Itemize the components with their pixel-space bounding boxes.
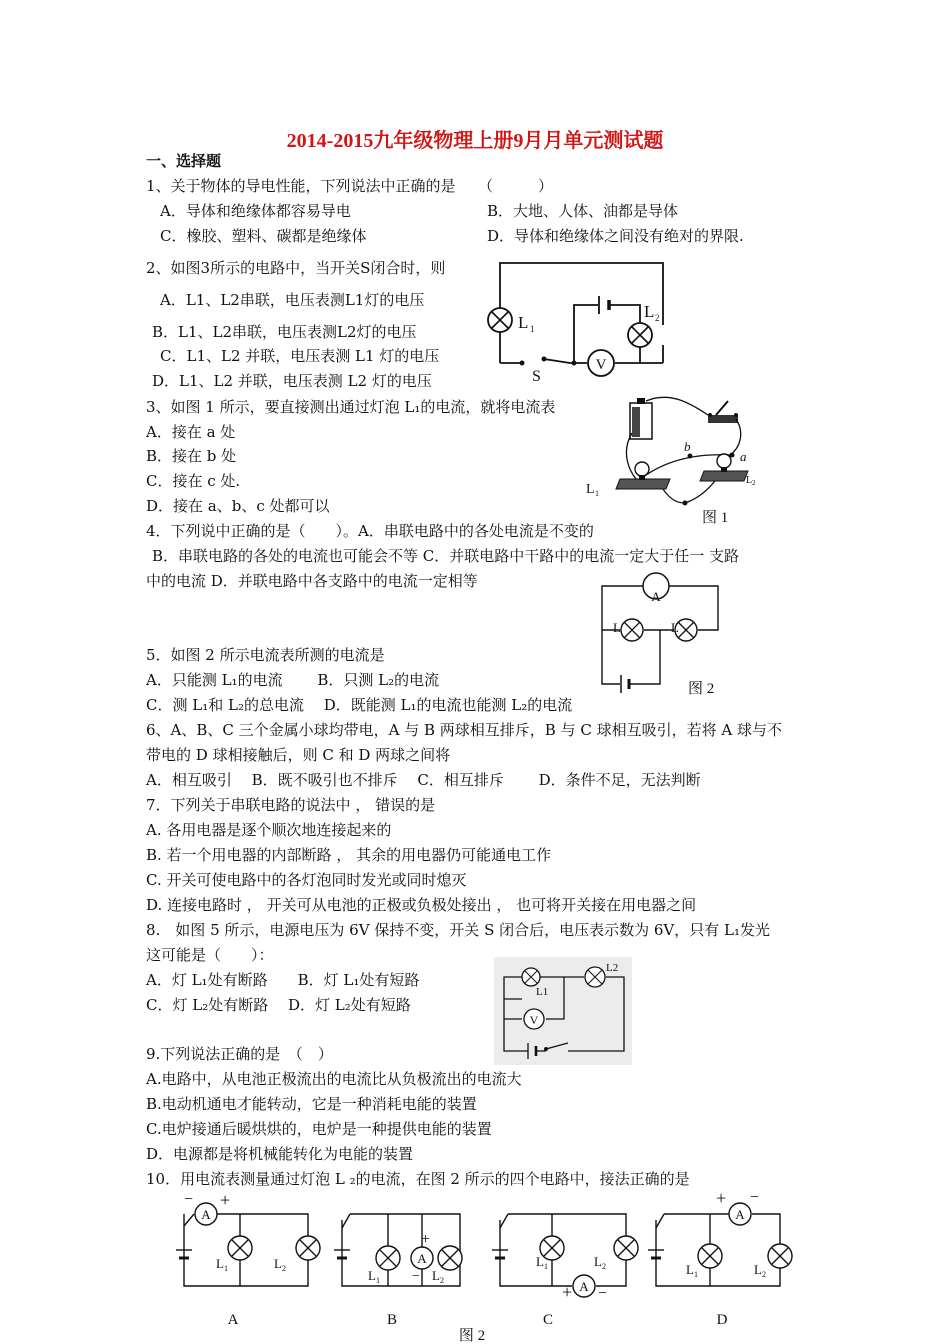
q6-options: A．相互吸引 B．既不吸引也不排斥 C．相互排斥 D．条件不足，无法判断	[146, 771, 701, 789]
q10-d-lamp-l1-icon	[698, 1244, 722, 1268]
q3-battery-icon	[630, 398, 652, 439]
svg-text:−: −	[750, 1189, 760, 1206]
q10-stem: 10．用电流表测量通过灯泡 L ₂的电流，在图 2 所示的四个电路中，接法正确的是	[146, 1170, 690, 1188]
q7-option-c: C. 开关可使电路中的各灯泡同时发光或同时熄灭	[146, 871, 467, 889]
svg-text:V: V	[595, 357, 607, 373]
svg-text:L: L	[536, 1254, 544, 1269]
svg-text:b: b	[684, 439, 691, 454]
q5-option-ab: A．只能测 L₁的电流 B．只测 L₂的电流	[146, 671, 440, 689]
svg-text:1: 1	[530, 324, 535, 334]
svg-text:A: A	[201, 1207, 211, 1222]
svg-text:+: +	[562, 1282, 573, 1302]
svg-text:S: S	[532, 368, 541, 385]
svg-text:1: 1	[376, 1276, 380, 1285]
q2-switch-icon	[520, 361, 525, 366]
q8-lamp-l1-icon	[522, 968, 540, 986]
svg-text:2: 2	[282, 1264, 286, 1273]
svg-text:1: 1	[595, 489, 599, 498]
q9-option-d: D．电源都是将机械能转化为电能的装置	[146, 1145, 414, 1163]
q4-line-3: 中的电流 D．并联电路中各支路中的电流一定相等	[146, 572, 478, 590]
q2-option-c: C．L1、L2 并联，电压表测 L1 灯的电压	[160, 347, 440, 365]
q10-c-lamp-l2-icon	[614, 1236, 638, 1260]
svg-text:L: L	[644, 302, 655, 321]
q5-battery-icon	[621, 675, 629, 693]
svg-text:+: +	[716, 1188, 727, 1208]
page-title: 2014-2015九年级物理上册9月月单元测试题	[286, 130, 664, 152]
q1-option-d: D．导体和绝缘体之间没有绝对的界限.	[487, 227, 744, 245]
q10-d-lamp-l2-icon	[768, 1244, 792, 1268]
svg-text:L: L	[368, 1268, 376, 1283]
q5-ammeter-icon	[643, 573, 669, 604]
svg-text:L: L	[686, 1262, 694, 1277]
q10-label-b: B	[386, 1312, 398, 1328]
q10-a-lamp-l2-icon	[296, 1236, 320, 1260]
q9-option-b: B.电动机通电才能转动，它是一种消耗电能的装置	[146, 1095, 477, 1113]
q7-stem: 7．下列关于串联电路的说法中 ， 错误的是	[146, 796, 436, 814]
q5-circuit-figure	[590, 572, 730, 702]
svg-text:L: L	[274, 1256, 282, 1271]
svg-text:L: L	[586, 482, 595, 497]
q8-option-cd: C．灯 L₂处有断路 D．灯 L₂处有短路	[146, 996, 411, 1014]
q9-option-c: C.电炉接通后暖烘烘的，电炉是一种提供电能的装置	[146, 1120, 492, 1138]
svg-text:L1: L1	[536, 986, 549, 998]
q8-lamp-l2-icon	[585, 967, 605, 987]
q3-option-c: C．接在 c 处.	[146, 472, 241, 490]
svg-text:1: 1	[224, 1264, 228, 1273]
svg-text:1: 1	[544, 1262, 548, 1271]
q6-line-2: 带电的 D 球相接触后，则 C 和 D 两球之间将	[146, 746, 451, 764]
svg-text:L: L	[432, 1268, 440, 1283]
svg-text:A: A	[417, 1251, 427, 1266]
svg-text:L: L	[754, 1262, 762, 1277]
q8-circuit-figure	[494, 957, 632, 1065]
q10-caption: 图 2	[458, 1328, 486, 1344]
svg-text:A: A	[735, 1207, 745, 1222]
svg-text:A: A	[579, 1279, 589, 1294]
svg-text:L: L	[746, 475, 753, 486]
svg-text:2: 2	[762, 1270, 766, 1279]
q2-circuit-figure	[480, 255, 670, 385]
q4-line-1: 4．下列说中正确的是（ ）。A．串联电路中的各处电流是不变的	[146, 522, 594, 540]
q2-option-a: A．L1、L2串联，电压表测L1灯的电压	[160, 291, 425, 309]
q3-option-b: B．接在 b 处	[146, 447, 237, 465]
q3-stem: 3、如图 1 所示，要直接测出通过灯泡 L₁的电流，就将电流表	[146, 398, 556, 416]
svg-text:L: L	[594, 1254, 602, 1269]
q8-line-1: 8. 如图 5 所示，电源电压为 6V 保持不变，开关 S 闭合后，电压表示数为 6V，只有 L₁发光	[146, 921, 771, 939]
svg-text:2: 2	[440, 1276, 444, 1285]
q10-a-lamp-l1-icon	[228, 1236, 252, 1260]
q7-option-d: D. 连接电路时 ， 开关可从电池的正极或负极处接出 ， 也可将开关接在用电器之间	[146, 896, 697, 914]
svg-text:L: L	[613, 620, 621, 635]
q2-battery-icon	[599, 296, 609, 314]
q1-option-b: B．大地、人体、油都是导体	[487, 202, 679, 220]
q10-label-c: C	[542, 1312, 554, 1328]
q1-option-c: C．橡胶、塑料、碳都是绝缘体	[160, 227, 367, 245]
q2-voltmeter-icon	[588, 350, 614, 376]
q2-option-d: D．L1、L2 并联，电压表测 L2 灯的电压	[152, 372, 432, 390]
svg-text:+: +	[421, 1231, 431, 1248]
svg-text:−: −	[412, 1269, 420, 1284]
q8-voltmeter-icon	[524, 1009, 544, 1029]
svg-text:−: −	[598, 1285, 608, 1302]
q8-switch-icon	[544, 1047, 548, 1051]
q5-lamp-l1-icon	[621, 619, 643, 641]
q1-option-a: A．导体和绝缘体都容易导电	[160, 202, 351, 220]
svg-text:L: L	[216, 1256, 224, 1271]
q7-option-b: B. 若一个用电器的内部断路 ， 其余的用电器仍可能通电工作	[146, 846, 552, 864]
q9-stem: 9.下列说法正确的是 （ ）	[146, 1045, 333, 1063]
q10-label-d: D	[716, 1312, 728, 1328]
svg-text:A: A	[651, 589, 661, 604]
svg-text:2: 2	[602, 1262, 606, 1271]
svg-text:L2: L2	[606, 962, 619, 974]
q5-option-cd: C．测 L₁和 L₂的总电流 D．既能测 L₁的电流也能测 L₂的电流	[146, 696, 573, 714]
q1-stem: 1、关于物体的导电性能，下列说法中正确的是 （ ）	[146, 177, 554, 195]
q8-line-2: 这可能是（ ）：	[146, 946, 274, 964]
svg-text:图 1: 图 1	[702, 510, 729, 526]
q10-label-a: A	[227, 1312, 239, 1328]
q2-lamp-l2-icon	[628, 323, 652, 347]
q4-line-2: B．串联电路的各处的电流也可能会不等 C．并联电路中干路中的电流一定大于任一 支路	[152, 547, 740, 565]
svg-text:a: a	[740, 449, 747, 464]
svg-text:图 2: 图 2	[688, 681, 715, 697]
q2-stem: 2、如图3所示的电路中，当开关S闭合时，则	[146, 259, 446, 277]
svg-text:+: +	[220, 1190, 231, 1210]
svg-text:−: −	[184, 1191, 194, 1208]
q3-circuit-figure	[580, 393, 780, 528]
q2-option-b: B．L1、L2串联，电压表测L2灯的电压	[152, 323, 417, 341]
svg-text:1: 1	[694, 1270, 698, 1279]
q3-switch-icon	[708, 401, 738, 423]
svg-text:V: V	[529, 1013, 539, 1027]
q10-b-lamp-l2-icon	[438, 1246, 462, 1270]
section-heading: 一、选择题	[146, 152, 222, 170]
svg-text:L: L	[518, 313, 529, 332]
q10-circuits-figure	[160, 1188, 810, 1344]
q7-option-a: A. 各用电器是逐个顺次地连接起来的	[146, 821, 392, 839]
svg-text:2: 2	[655, 313, 660, 323]
q3-option-a: A．接在 a 处	[146, 423, 236, 441]
svg-text:L: L	[671, 620, 679, 635]
q9-option-a: A.电路中，从电池正极流出的电流比从负极流出的电流大	[146, 1070, 522, 1088]
q10-b-lamp-l1-icon	[376, 1246, 400, 1270]
q6-line-1: 6、A、B、C 三个金属小球均带电，A 与 B 两球相互排斥，B 与 C 球相互吸引，若将 A 球与不	[146, 721, 782, 739]
q2-lamp-l1-icon	[488, 308, 512, 332]
svg-text:2: 2	[752, 479, 756, 487]
q8-option-ab: A．灯 L₁处有断路 B．灯 L₁处有短路	[146, 971, 420, 989]
q5-stem: 5．如图 2 所示电流表所测的电流是	[146, 646, 385, 664]
q3-option-d: D．接在 a、b、c 处都可以	[146, 497, 330, 515]
